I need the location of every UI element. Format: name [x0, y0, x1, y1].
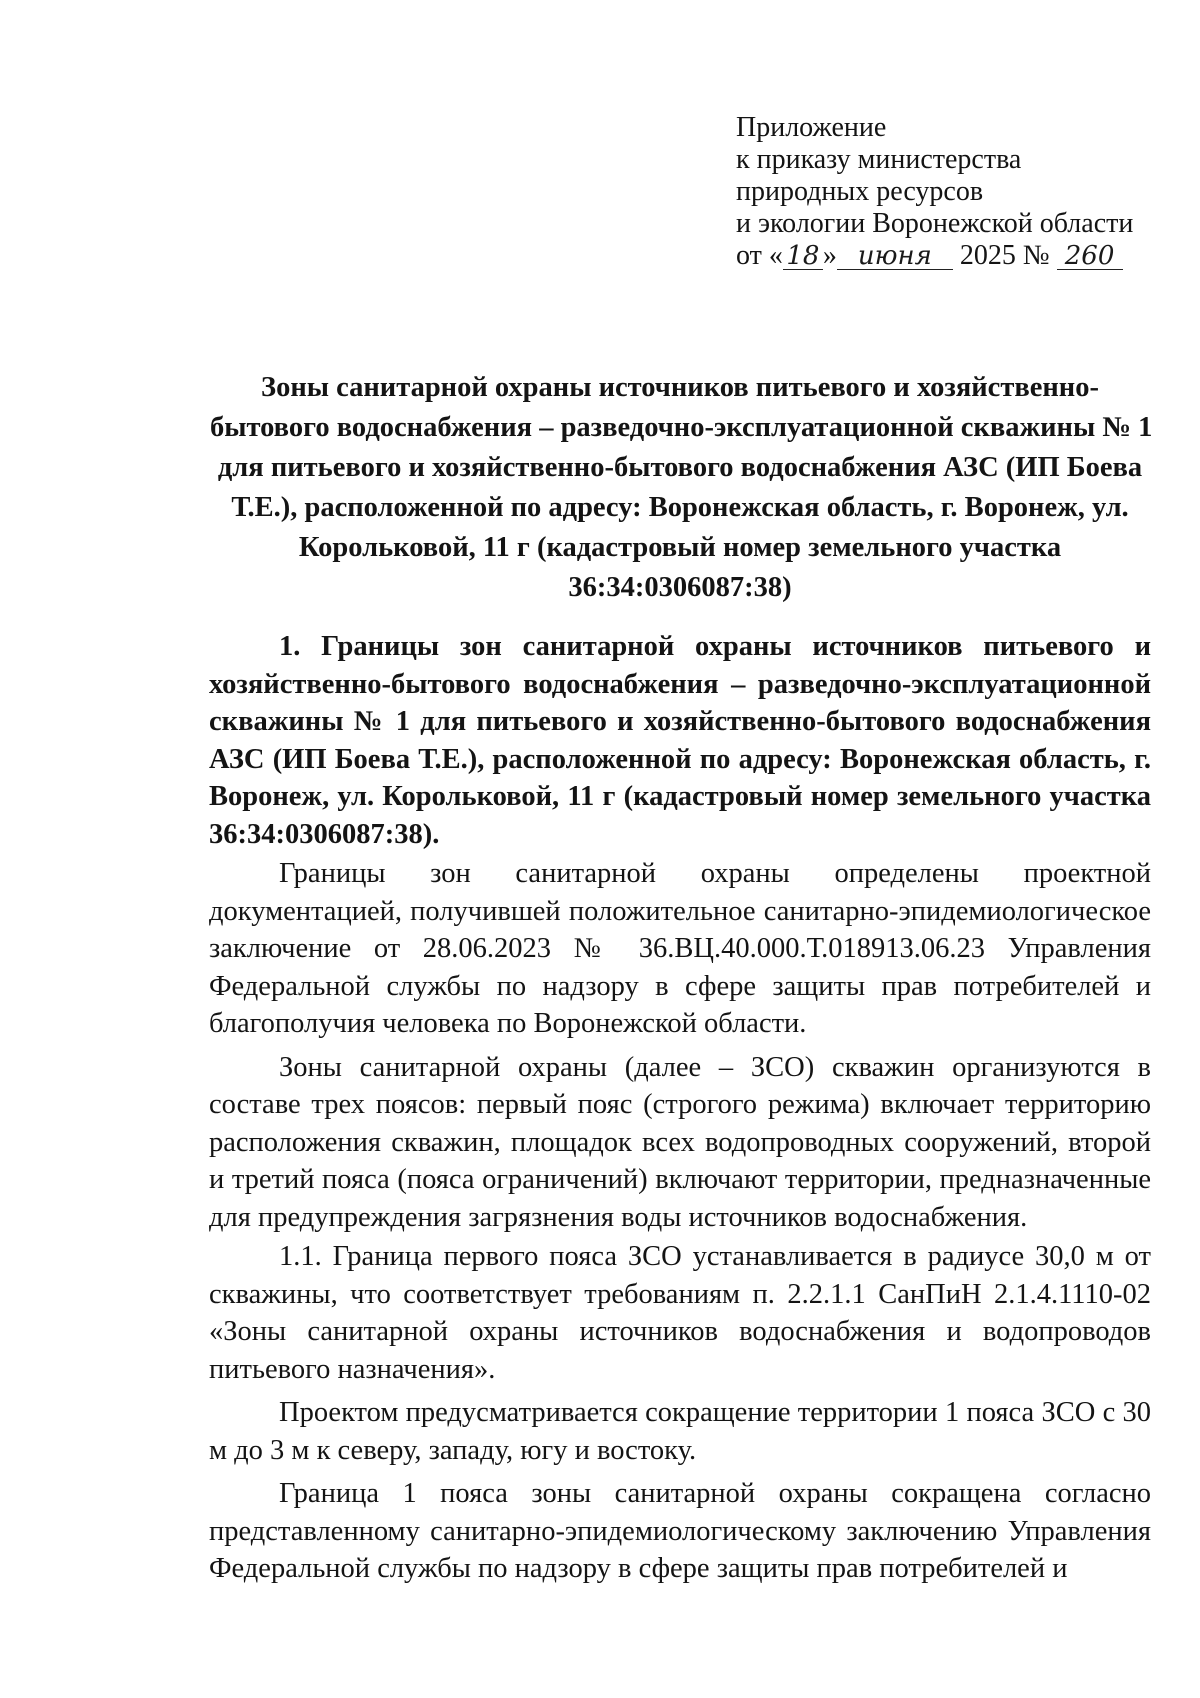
- appendix-date-mid: »: [822, 240, 837, 271]
- handwritten-month: июня: [837, 243, 953, 270]
- title-line-5: Корольковой, 11 г (кадастровый номер земельного участка: [298, 532, 1062, 563]
- title-line-6: 36:34:0306087:38): [568, 572, 792, 603]
- document-title: [210, 368, 1153, 608]
- section-heading: 1. Границы зон санитарной охраны источников питьевого и хозяйственно-бытового водоснабжения – разведочно-эксплуатационной скважины № 1 для питьевого и хозяйственно-бытового водоснабжения АЗС (ИП Боева Т.Е.), расположенной по адресу: Воронежская область, г. Воронеж, ул. Корольковой, 11 г (кадастровый номер земельного участка 36:34:0306087:38).: [209, 631, 1151, 850]
- appendix-line-1: Приложение: [736, 112, 887, 143]
- document-body: [209, 628, 1151, 1588]
- appendix-date-prefix: от «: [736, 240, 783, 271]
- appendix-line-2: к приказу министерства: [736, 144, 1022, 175]
- title-line-3: для питьевого и хозяйственно-бытового водоснабжения АЗС (ИП Боева: [217, 452, 1143, 483]
- title-line-2: бытового водоснабжения – разведочно-эксплуатационной скважины № 1: [210, 412, 1153, 443]
- title-line-4: Т.Е.), расположенной по адресу: Воронежская область, г. Воронеж, ул.: [231, 492, 1129, 523]
- paragraph-reduction: Проектом предусматривается сокращение территории 1 пояса ЗСО с 30 м до 3 м к северу, западу, югу и востоку.: [209, 1397, 1151, 1466]
- appendix-block: [736, 112, 1133, 272]
- appendix-date-line: [736, 240, 1133, 272]
- paragraph-borders: Границы зон санитарной охраны определены проектной документацией, получившей положительное санитарно-эпидемиологическое заключение от 28.06.2023 № 36.ВЦ.40.000.Т.018913.06.23 Управления Федеральной службы по надзору в сфере защиты прав потребителей и благополучия человека по Воронежской области.: [209, 858, 1151, 1039]
- paragraph-reduction-basis: Граница 1 пояса зоны санитарной охраны сокращена согласно представленному санитарно-эпидемиологическому заключению Управления Федеральной службы по надзору в сфере защиты прав потребителей и: [209, 1478, 1151, 1584]
- appendix-line-4: и экологии Воронежской области: [736, 208, 1134, 239]
- appendix-line-3: природных ресурсов: [736, 176, 984, 207]
- appendix-year: 2025 №: [959, 240, 1050, 271]
- handwritten-day: 18: [783, 243, 823, 270]
- paragraph-zones: Зоны санитарной охраны (далее – ЗСО) скважин организуются в составе трех поясов: первый пояс (строгого режима) включает территорию расположения скважин, площадок всех водопроводных сооружений, второй и третий пояса (пояса ограничений) включают территории, предназначенные для предупреждения загрязнения воды источников водоснабжения.: [209, 1051, 1151, 1233]
- title-line-1: Зоны санитарной охраны источников питьевого и хозяйственно-: [261, 372, 1099, 403]
- paragraph-first-belt: 1.1. Граница первого пояса ЗСО устанавливается в радиусе 30,0 м от скважины, что соответствует требованиям п. 2.2.1.1 СанПиН 2.1.4.1110-02 «Зоны санитарной охраны источников водоснабжения и водопроводов питьевого назначения».: [209, 1241, 1151, 1385]
- handwritten-order-number: 260: [1057, 243, 1123, 270]
